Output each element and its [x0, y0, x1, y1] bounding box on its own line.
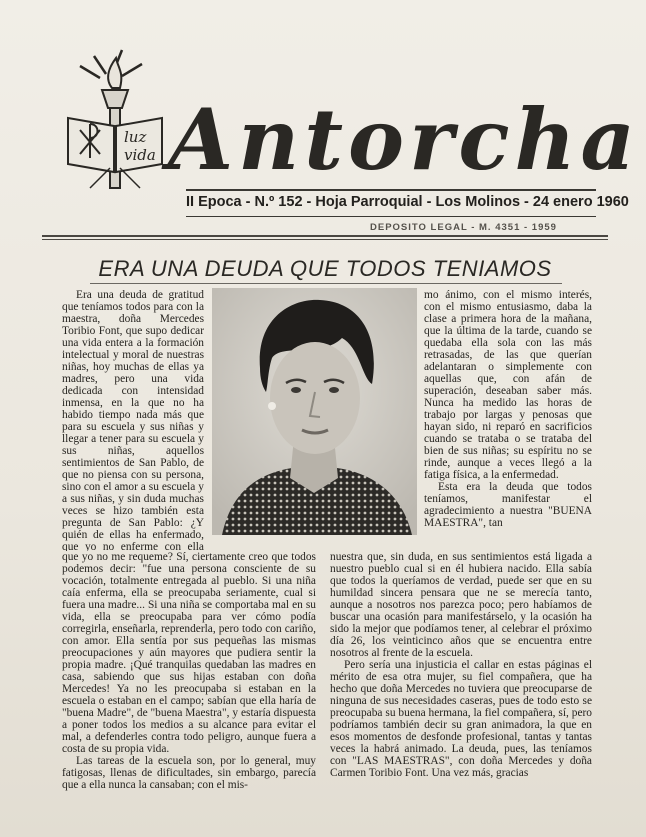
paragraph: que yo no me requeme? Sí, ciertamente creo que todos podemos decir: "fue una persona consciente de su vocación, totalmente entregada al pueblo. Si una niña caía enferma, ella se preocupaba seriamente, cual si fuera una madre... Si una niña se comportaba mal en su vida, ella se preocupaba para ver cómo podía corregirla, enseñarla, reprenderla, pero todo con cariño, con amor. Ella sentía por sus pequeñas las mismas preocupaciones y aún mayores que pudiera sentir la propia madre. ¡Qué tranquilas quedaban las madres en casa, sabiendo que sus hijas estaban con doña Mercedes! Ya no les preocupaba si estaban en la escuela o estaban en el campo; sabían que ella haría de "buena Madre", de "buena Maestra", y estaría dispuesta a poner todos los medios a su alcance para evitar el mal, a defenderles contra todo peligro, aunque fuera a costa de su propia vida.: [62, 551, 316, 755]
deposito-legal: DEPOSITO LEGAL - M. 4351 - 1959: [370, 222, 557, 233]
paragraph: Esta era la deuda que todos teníamos, manifestar el agradecimiento a nuestra "BUENA MAESTRA", tan: [424, 481, 592, 529]
masthead-rule-bottom: [186, 216, 596, 217]
article-column-right: [424, 289, 592, 551]
logo-word-luz: luz: [124, 128, 147, 146]
masthead-rule-top: [186, 189, 596, 191]
paragraph: nuestra que, sin duda, en sus sentimientos está ligada a nuestro pueblo cual si en él hubiera nacido. Ella sabía que todos la queríamos de verdad, puede ser que en su humildad sincera pensara que ne se merecía tanto, aunque a nosotros nos parezca poco; pero habíamos de buscar una ocasión para manifestárselo, y la ocasión ha sido la mejor que podíamos tener, al celebrar el próximo día 26, los veinticinco años que se encuentra entre nosotros al frente de la escuela.: [330, 551, 592, 659]
paragraph: Pero sería una injusticia el callar en estas páginas el mérito de esa otra mujer, su fiel compañera, que ha hecho que doña Mercedes no tuviera que preocuparse de ninguna de sus necesidades caseras, pues de todo esto se preocupaba su buena hermana, la fiel compañera, sí, pero podríamos también decir su gran animadora, la que en esos momentos de desfonde profesional, tantas y tantas veces la habrá animado. La deuda, pues, las teníamos con "LAS MAESTRAS", con doña Mercedes y doña Carmen Toribio Font. Una vez más, gracias: [330, 659, 592, 779]
article-column-bottom-left: [62, 551, 316, 831]
portrait-photo: [212, 288, 417, 535]
masthead-title: Antorcha: [168, 90, 640, 189]
logo-word-vida: vida: [124, 146, 156, 164]
article-column-bottom-right: [330, 551, 592, 831]
paragraph: Era una deuda de gratitud que teníamos todos para con la maestra, doña Mercedes Toribio Font, que supo dedicar una vida entera a la formación intelectual y moral de nuestras niñas, hoy muchas de ellas ya madres, pero una vida dedicada con intensidad inmensa, en la que no ha habido tiempo nada más que para su escuela y sus niñas y llegar a tener para su escuela y sus niñas, aquellos sentimientos de San Pablo, de que no piensa con su persona, sino con el amor a su escuela y a sus niñas, y sin duda muchas veces se hizo también esta pregunta de San Pablo: ¿Y quién de ellas ha enfermado, que yo no enferme con ella: [62, 289, 204, 551]
paragraph: mo ánimo, con el mismo interés, con el mismo entusiasmo, daba la clase a primera hora de la mañana, que la última de la tarde, cuando se quedaba ella sola con las más retrasadas, de las que querían adelantaran o simplemente con aquellas que, con afán de superación, deseaban saber más. Nunca ha medido las horas de trabajo por largas y penosas que hayan sido, ni reparó en sacrificios cuando se trataba o se trataba del bien de sus niñas; su espíritu no se rinde, aunque a veces llegó a la fatiga física, a la enfermedad.: [424, 289, 592, 481]
headline-underline: [90, 283, 562, 284]
article-headline: ERA UNA DEUDA QUE TODOS TENIAMOS: [98, 256, 552, 281]
article-column-left: [62, 289, 204, 551]
paragraph: Las tareas de la escuela son, por lo general, muy fatigosas, llenas de dificultades, sin embargo, parecía que a ella nunca la cansaban; con el mis-: [62, 755, 316, 791]
page-rule-thin: [42, 239, 608, 240]
page-rule: [42, 235, 608, 237]
issue-line: II Epoca - N.º 152 - Hoja Parroquial - Los Molinos - 24 enero 1960: [186, 194, 629, 210]
